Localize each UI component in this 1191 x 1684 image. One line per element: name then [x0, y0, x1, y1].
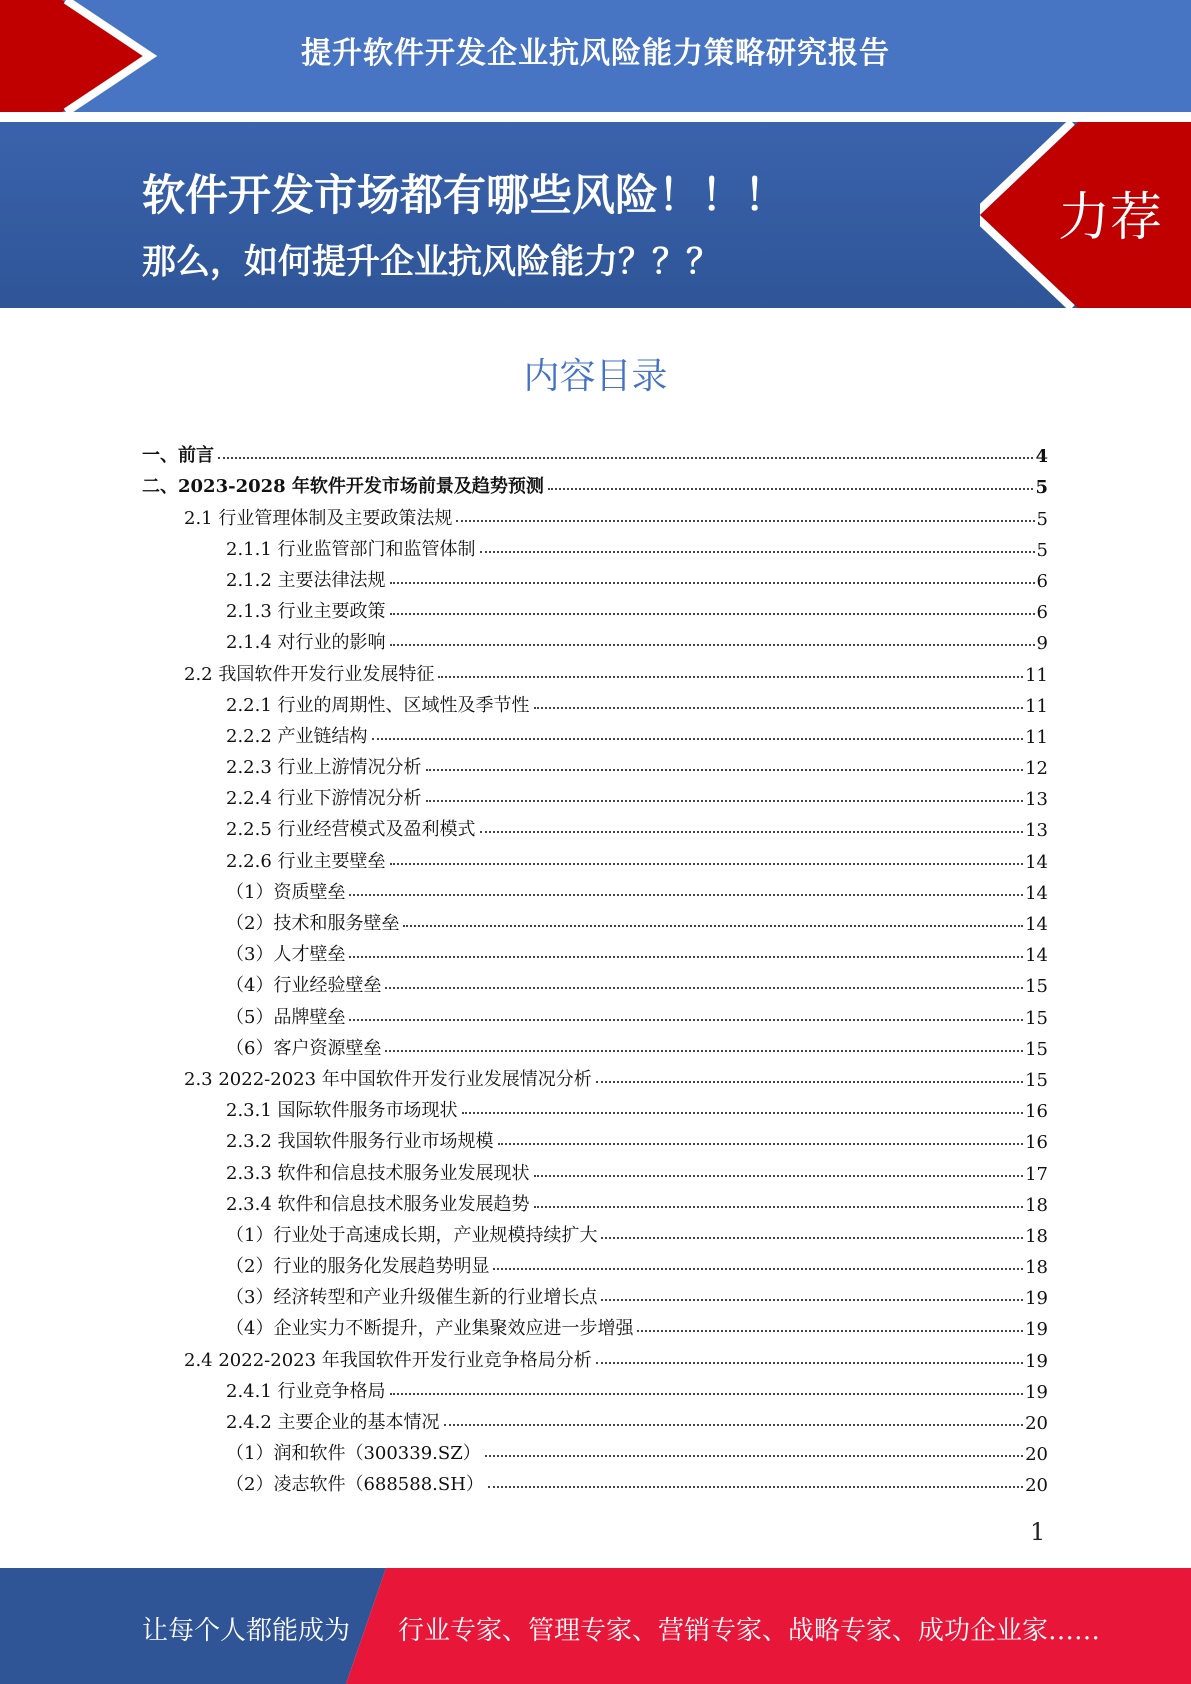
toc-entry-label: 2.4.2 主要企业的基本情况 — [226, 1412, 440, 1433]
toc-leader-dots — [488, 1486, 1023, 1488]
toc-leader-dots — [403, 925, 1023, 927]
toc-leader-dots — [426, 800, 1024, 802]
toc-entry[interactable] — [142, 530, 1048, 561]
toc-entry[interactable] — [142, 1278, 1048, 1309]
toc-entry[interactable] — [142, 966, 1048, 997]
toc-entry-page: 19 — [1025, 1319, 1048, 1341]
toc-entry-page: 19 — [1025, 1350, 1048, 1372]
toc-leader-dots — [534, 1206, 1024, 1208]
toc-leader-dots — [372, 738, 1024, 740]
toc-entry[interactable] — [142, 436, 1048, 467]
toc-entry-page: 20 — [1025, 1475, 1048, 1497]
toc-entry-label: （2）技术和服务壁垒 — [226, 913, 400, 934]
toc-leader-dots — [390, 644, 1035, 646]
toc-entry[interactable] — [142, 1403, 1048, 1434]
toc-entry[interactable] — [142, 935, 1048, 966]
toc-entry[interactable] — [142, 1091, 1048, 1122]
toc-entry-label: 2.3.3 软件和信息技术服务业发展现状 — [226, 1162, 530, 1184]
toc-entry-label: （2）行业的服务化发展趋势明显 — [226, 1256, 490, 1278]
toc-entry[interactable] — [142, 1247, 1048, 1278]
toc-entry-label: 2.2.1 行业的周期性、区域性及季节性 — [226, 694, 530, 716]
toc-entry-label: 2.1 行业管理体制及主要政策法规 — [184, 507, 453, 529]
toc-entry-label: （1）行业处于高速成长期，产业规模持续扩大 — [226, 1224, 598, 1246]
toc-entry-label: （2）凌志软件（688588.SH） — [226, 1474, 484, 1496]
table-of-contents — [142, 436, 1048, 1496]
toc-entry[interactable] — [142, 561, 1048, 592]
toc-entry-page: 14 — [1025, 851, 1048, 873]
toc-leader-dots — [390, 863, 1024, 865]
toc-entry-page: 15 — [1025, 1007, 1048, 1029]
toc-entry-label: （4）企业实力不断提升，产业集聚效应进一步增强 — [226, 1318, 634, 1340]
toc-entry-page: 11 — [1025, 726, 1048, 748]
toc-entry-page: 9 — [1036, 633, 1048, 655]
toc-leader-dots — [498, 1143, 1024, 1145]
toc-entry-page: 14 — [1025, 914, 1048, 935]
toc-entry[interactable] — [142, 1185, 1048, 1216]
toc-entry-label: 2.3.2 我国软件服务行业市场规模 — [226, 1131, 494, 1153]
toc-leader-dots — [385, 1050, 1023, 1052]
toc-leader-dots — [385, 987, 1023, 989]
toc-entry[interactable] — [142, 1029, 1048, 1060]
toc-entry-page: 15 — [1025, 976, 1048, 998]
toc-entry-page: 16 — [1025, 1101, 1048, 1123]
toc-leader-dots — [456, 520, 1034, 522]
toc-entry[interactable] — [142, 1309, 1048, 1340]
toc-entry[interactable] — [142, 1340, 1048, 1371]
toc-leader-dots — [601, 1299, 1023, 1301]
toc-entry[interactable] — [142, 1216, 1048, 1247]
toc-entry[interactable] — [142, 1122, 1048, 1153]
toc-entry[interactable] — [142, 592, 1048, 623]
toc-entry[interactable] — [142, 717, 1048, 748]
toc-entry-page: 16 — [1025, 1132, 1048, 1154]
toc-leader-dots — [480, 831, 1024, 833]
toc-leader-dots — [438, 676, 1023, 678]
toc-entry-page: 11 — [1025, 695, 1048, 717]
toc-entry[interactable] — [142, 623, 1048, 654]
toc-leader-dots — [218, 457, 1033, 459]
toc-entry[interactable] — [142, 1060, 1048, 1091]
toc-entry-label: 2.4 2022-2023 年我国软件开发行业竞争格局分析 — [184, 1349, 592, 1371]
toc-entry-page: 18 — [1025, 1225, 1048, 1247]
toc-entry-label: 一、前言 — [142, 445, 214, 467]
toc-leader-dots — [349, 1019, 1023, 1021]
toc-leader-dots — [390, 613, 1035, 615]
toc-entry-page: 5 — [1035, 477, 1048, 499]
toc-entry-page: 11 — [1025, 664, 1048, 686]
toc-leader-dots — [637, 1330, 1023, 1332]
toc-entry-page: 17 — [1025, 1163, 1048, 1185]
toc-entry-page: 15 — [1025, 1069, 1048, 1091]
toc-entry-page: 5 — [1036, 508, 1048, 530]
toc-entry-page: 5 — [1036, 539, 1048, 561]
toc-entry-label: 2.1.4 对行业的影响 — [226, 632, 386, 654]
toc-entry-label: （4）行业经验壁垒 — [226, 975, 382, 997]
toc-entry-page: 14 — [1025, 945, 1048, 967]
toc-entry[interactable] — [142, 1434, 1048, 1465]
toc-entry-label: 2.3.1 国际软件服务市场现状 — [226, 1100, 458, 1122]
toc-leader-dots — [390, 582, 1035, 584]
toc-entry-label: 2.2 我国软件开发行业发展特征 — [184, 663, 435, 685]
banner-headline: 软件开发市场都有哪些风险！！！ — [142, 171, 787, 221]
toc-leader-dots — [349, 956, 1023, 958]
toc-entry-label: 2.2.6 行业主要壁垒 — [226, 850, 386, 872]
toc-leader-dots — [534, 707, 1024, 709]
toc-entry-label: 2.4.1 行业竞争格局 — [226, 1380, 386, 1402]
toc-entry-label: （5）品牌壁垒 — [226, 1006, 346, 1028]
toc-entry-page: 15 — [1025, 1038, 1048, 1060]
toc-leader-dots — [548, 488, 1034, 490]
toc-entry[interactable] — [142, 654, 1048, 685]
toc-entry[interactable] — [142, 686, 1048, 717]
toc-leader-dots — [596, 1362, 1023, 1364]
toc-entry-label: 2.3 2022-2023 年中国软件开发行业发展情况分析 — [184, 1068, 592, 1090]
toc-entry-page: 20 — [1025, 1413, 1048, 1434]
toc-entry-label: 二、2023-2028 年软件开发市场前景及趋势预测 — [142, 476, 544, 498]
toc-leader-dots — [596, 1081, 1023, 1083]
footer-slogan-right: 行业专家、管理专家、营销专家、战略专家、成功企业家…… — [398, 1616, 1101, 1646]
toc-entry-label: 2.2.2 产业链结构 — [226, 725, 368, 747]
toc-entry-page: 12 — [1025, 758, 1048, 780]
toc-entry-page: 13 — [1025, 789, 1048, 811]
toc-entry[interactable] — [142, 498, 1048, 529]
toc-entry[interactable] — [142, 810, 1048, 841]
toc-entry-label: 2.2.5 行业经营模式及盈利模式 — [226, 819, 476, 841]
toc-leader-dots — [480, 551, 1035, 553]
toc-entry-label: 2.1.1 行业监管部门和监管体制 — [226, 538, 476, 560]
toc-entry-page: 19 — [1025, 1288, 1048, 1310]
recommend-tag: 力荐 — [1058, 188, 1163, 248]
banner-subheadline: 那么，如何提升企业抗风险能力？？？ — [142, 242, 720, 282]
toc-entry[interactable] — [142, 841, 1048, 872]
toc-entry-page: 19 — [1025, 1381, 1048, 1403]
toc-entry-label: 2.3.4 软件和信息技术服务业发展趋势 — [226, 1193, 530, 1215]
toc-entry[interactable] — [142, 904, 1048, 935]
toc-leader-dots — [493, 1268, 1023, 1270]
toc-entry[interactable] — [142, 1465, 1048, 1496]
toc-leader-dots — [462, 1112, 1024, 1114]
toc-entry-page: 6 — [1036, 602, 1048, 624]
toc-entry[interactable] — [142, 1153, 1048, 1184]
toc-entry-page: 4 — [1035, 446, 1048, 468]
toc-entry-label: 2.2.4 行业下游情况分析 — [226, 788, 422, 810]
toc-entry[interactable] — [142, 467, 1048, 498]
toc-entry[interactable] — [142, 997, 1048, 1028]
toc-entry[interactable] — [142, 1372, 1048, 1403]
footer — [0, 1568, 1191, 1684]
toc-leader-dots — [601, 1237, 1023, 1239]
page-number: 1 — [1030, 1518, 1046, 1546]
toc-entry-page: 14 — [1025, 882, 1048, 904]
toc-entry-label: （3）人才壁垒 — [226, 944, 346, 966]
toc-entry-label: 2.1.3 行业主要政策 — [226, 601, 386, 623]
toc-leader-dots — [390, 1393, 1024, 1395]
toc-entry-label: （6）客户资源壁垒 — [226, 1037, 382, 1059]
toc-entry-page: 13 — [1025, 820, 1048, 842]
toc-leader-dots — [426, 769, 1024, 771]
toc-entry-label: （1）资质壁垒 — [226, 881, 346, 903]
footer-slogan-left: 让每个人都能成为 — [142, 1616, 351, 1646]
toc-title: 内容目录 — [523, 356, 668, 397]
toc-entry-label: （3）经济转型和产业升级催生新的行业增长点 — [226, 1287, 598, 1309]
report-title: 提升软件开发企业抗风险能力策略研究报告 — [301, 36, 890, 71]
toc-entry-label: （1）润和软件（300339.SZ） — [226, 1443, 481, 1465]
toc-entry[interactable] — [142, 748, 1048, 779]
toc-entry-page: 6 — [1036, 570, 1048, 592]
toc-leader-dots — [349, 894, 1023, 896]
toc-entry-label: 2.1.2 主要法律法规 — [226, 569, 386, 591]
toc-entry-page: 18 — [1025, 1257, 1048, 1279]
toc-leader-dots — [444, 1424, 1024, 1426]
toc-leader-dots — [534, 1175, 1024, 1177]
toc-leader-dots — [485, 1455, 1023, 1457]
toc-entry-page: 20 — [1025, 1444, 1048, 1466]
toc-entry[interactable] — [142, 779, 1048, 810]
toc-entry-label: 2.2.3 行业上游情况分析 — [226, 757, 422, 779]
toc-entry[interactable] — [142, 873, 1048, 904]
toc-entry-page: 18 — [1025, 1194, 1048, 1216]
